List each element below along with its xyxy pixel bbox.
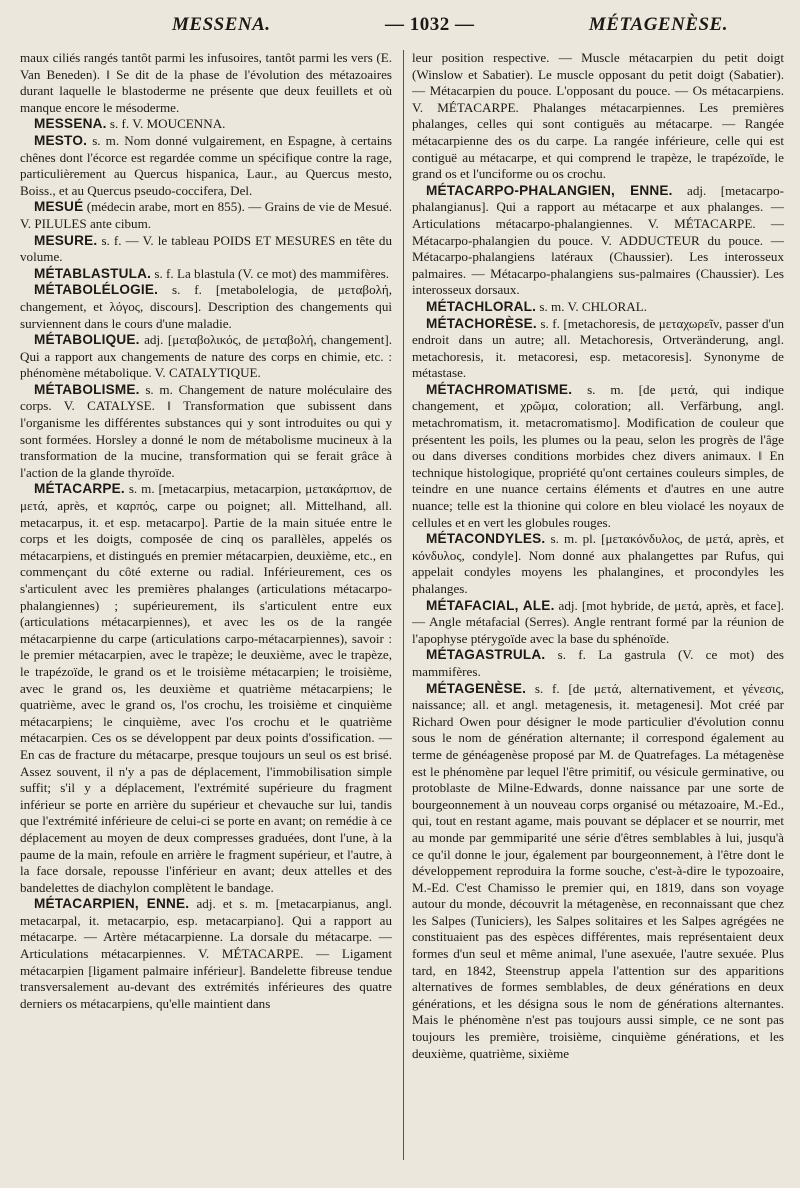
- entry-headword: MÉTACHLORAL.: [426, 298, 537, 314]
- entry-text: s. f. [de μετά, alternativement, et γένεσις, naissance; all. et angl. metagenesis, it. metagenesi]. Mot créé par Richard Owen pour désigner le mode particulier d'évolution connu sous le nom de génération alternante; il correspond également au terme de généagenèse proposé par M. de Quatrefages. La métagenèse est le phénomène par lequel l'être primitif, ou vésicule germinative, ou protoblaste de Milne-Edwards, donne naissance par une sorte de bourgeonnement à un nouveau corps organisé ou métazoaire, M.-Ed., qui, tout en restant agame, mais pouvant se déplacer et se nourrir, met au monde par gemmiparité une série d'êtres semblables à lui, jusqu'à ce qu'il donne le jour, également par bourgeonnement, à l'être dont le développement reproduira la forme souche, c'est-à-dire le typozoaire, M.-Ed. C'est Chamisso le premier qui, en 1819, dans son voyage autour du monde, découvrit la métagenèse, en reconnaissant que chez les Salpes (Tuniciers), les Salpes solitaires et les Salpes agrégées ne constituaient pas des espèces différentes, mais représentaient deux formes d'un seul et même animal, l'une asexuée, l'autre sexuée. Plus tard, en 1842, Steenstrup appela l'attention sur des apparitions alternatives de formes semblables, de deux générations en deux générations, et les désigna sous le nom de générations alternantes. Mais le phénomène n'est pas toujours aussi simple, ce ne sont pas toujours les première, troisième, cinquième générations, et les deuxième, quatrième, sixième: [412, 680, 784, 1061]
- dictionary-entry: [20, 199, 392, 232]
- entry-headword: MÉTABOLIQUE.: [34, 332, 140, 348]
- entry-text: maux ciliés rangés tantôt parmi les infusoires, tantôt parmi les vers (E. Van Beneden). ‖ Se dit de la phase de l'évolution des métazoaires durant laquelle le blastoderme ne présente que deux feuillets et où manque encore le mésoderme.: [20, 50, 392, 115]
- entry-text: adj. [μεταβολικός, de μεταβολή, changement]. Qui a rapport aux changements de nature des corps en chimie, etc. : phénomène métabolique. V. CATALYTIQUE.: [20, 332, 392, 381]
- entry-headword: MÉTABOLISME.: [34, 381, 140, 397]
- entry-text: (médecin arabe, mort en 855). — Grains de vie de Mesué. V. PILULES ante cibum.: [20, 199, 392, 231]
- dictionary-entry: [20, 266, 392, 283]
- entry-text: s. m. Nom donné vulgairement, en Espagne, à certains chênes dont l'écorce est regardée comme un spécifique contre la rage, particulièrement au Quercus hispanica, Laur., au Quercus mesto, Boiss., et au Quercus pseudo-coccifera, Del.: [20, 132, 392, 198]
- entry-headword: MÉTACARPO-PHALANGIEN, ENNE.: [426, 182, 673, 198]
- dictionary-entry: [412, 183, 784, 299]
- running-header: [20, 14, 784, 50]
- column-divider: [403, 50, 404, 1160]
- entry-headword: MÉTACHROMATISME.: [426, 381, 573, 397]
- entry-headword: MÉTAGENÈSE.: [426, 680, 527, 696]
- entry-headword: MÉTACARPE.: [34, 481, 125, 497]
- dictionary-entry: [20, 896, 392, 1012]
- entry-text: s. f. La gastrula (V. ce mot) des mammifères.: [412, 647, 784, 679]
- entry-text: s. f. [metachoresis, de μεταχωρεῖν, passer d'un endroit dans un autre; all. Metachoresis, Ortveränderung, angl. metachoresis, it. metacoresi, esp. metacoresis]. Synonyme de métastase.: [412, 315, 784, 381]
- entry-headword: MÉTAGASTRULA.: [426, 647, 546, 663]
- entry-headword: MÉTACARPIEN, ENNE.: [34, 896, 190, 912]
- entry-text: adj. et s. m. [metacarpianus, angl. metacarpal, it. metacarpio, esp. metacarpiano]. Qui a rapport au métacarpe. — Artère métacarpienne. La dorsale du métacarpe. — Articulations métacarpiennes. V. MÉTACARPE. — Ligament métacarpien [ligament palmaire inférieur]. Bandelette fibreuse tendue transversalement au-devant des extrémités inférieures des quatre derniers os métacarpiens, qu'elle maintient dans: [20, 896, 392, 1011]
- dictionary-entry: [20, 332, 392, 382]
- entry-text: s. m. [metacarpius, metacarpion, μετακάρπιον, de μετά, après, et καρπός, carpe ou poignet; all. Mittelhand, all. metacarpus, it. et esp. metacarpo]. Partie de la main située entre le corps et les doigts, composée de cinq os parallèles, appelés os métacarpiens, et distingués en premier métacarpien, deuxième, etc., en commençant du côté externe ou radial. Inférieurement, ces os s'articulent avec les premières phalanges (articulations métacarpo-phalangiennes) ; supérieurement, ils s'articulent entre eux (articulations métacarpiennes), et avec les os de la rangée métacarpienne du carpe (articulations carpo-métacarpiennes), savoir : le premier métacarpien, avec le trapèze; le deuxième, avec le trapèze, le trapézoïde, le grand os et le troisième métacarpien; le troisième, avec le grand os, les deuxième et quatrième métacarpiens; le quatrième, avec le grand os, l'os crochu, les troisième et cinquième métacarpiens; le cinquième, avec l'os crochu et le quatrième métacarpien. Ces os se développent par deux points d'ossification. — En cas de fracture du métacarpe, presque toujours un seul os est brisé. Assez souvent, il n'y a pas de déplacement, l'immobilisation simple suffit; s'il y a déplacement, l'extrémité supérieure du fragment inférieur se porte en arrière du supérieur et chevauche sur lui, tandis que l'extrémité inférieure de celui-ci se porte en avant; on remédie à ce déplacement au moyen de deux compresses graduées, dont l'une, à la paume de la main, refoule en arrière le fragment supérieur, et l'autre, à la face dorsale, repousse l'inférieur en avant; deux attelles et des bandelettes de diachylon complètent le bandage.: [20, 481, 392, 895]
- dictionary-entry: [412, 647, 784, 680]
- entry-headword: MÉTACHORÈSE.: [426, 315, 537, 331]
- dictionary-entry: [412, 598, 784, 648]
- entry-headword: MÉTABLASTULA.: [34, 265, 152, 281]
- entry-headword: MÉTAFACIAL, ALE.: [426, 597, 555, 613]
- dictionary-entry: [20, 481, 392, 896]
- header-left-word: MESSENA.: [172, 14, 271, 35]
- entry-text: leur position respective. — Muscle métacarpien du petit doigt (Winslow et Sabatier). Le muscle opposant du petit doigt (Sabatier). — Métacarpien du pouce. L'opposant du pouce. — Os métacarpiens. V. MÉTACARPE. Phalanges métacarpiennes. Les premières phalanges, celles qui sont contiguës au métacarpe. — Rangée métacarpienne des os du carpe. La rangée inférieure, celle qui est contiguë au métacarpe, et qui comprend le trapèze, le trapézoïde, le grand os et l'unciforme ou os crochu.: [412, 50, 784, 182]
- entry-headword: MESUÉ: [34, 199, 84, 215]
- dictionary-entry: [20, 133, 392, 199]
- header-right-word: MÉTAGENÈSE.: [588, 14, 728, 35]
- entry-text: s. f. La blastula (V. ce mot) des mammifères.: [151, 265, 390, 281]
- entry-headword: MESURE.: [34, 232, 98, 248]
- entry-headword: MÉTABOLÉLOGIE.: [34, 282, 159, 298]
- entry-text: s. m. pl. [μετακόνδυλος, de μετά, après, et κόνδυλος, condyle]. Nom donné aux phalangettes par Rufus, qui appelait condyles moyens les phalangines, et procondyles les phalanges.: [412, 531, 784, 596]
- entry-text: s. m. V. CHLORAL.: [536, 298, 647, 314]
- two-column-body: [20, 50, 784, 1062]
- dictionary-entry: [20, 233, 392, 266]
- dictionary-entry: [412, 531, 784, 597]
- dictionary-entry: [20, 382, 392, 482]
- dictionary-entry: [20, 116, 392, 133]
- dictionary-entry: [20, 282, 392, 332]
- entry-text: s. f. V. MOUCENNA.: [106, 116, 226, 132]
- entry-headword: MÉTACONDYLES.: [426, 531, 546, 547]
- dictionary-entry: [412, 681, 784, 1063]
- dictionary-entry: [412, 382, 784, 531]
- dictionary-entry: [412, 316, 784, 382]
- page-number: — 1032 —: [384, 14, 475, 35]
- right-column: [402, 50, 784, 1062]
- left-column: [20, 50, 402, 1062]
- entry-text: s. f. [metabolelogia, de μεταβολή, changement, et λόγος, discours]. Description des changements qui surviennent dans le cours d'une maladie.: [20, 282, 392, 331]
- entry-continuation: [412, 50, 784, 183]
- dictionary-entry: [412, 299, 784, 316]
- entry-text: s. m. [de μετά, qui indique changement, et χρῶμα, coloration; all. Verfärbung, angl. metachromatism, it. metacromatismo]. Modification de couleur que présentent les poils, les plumes ou la peau, selon les progrès de l'âge ou dans diverses conditions morbides chez divers animaux. ‖ En technique histologique, propriété qu'ont certaines couleurs simples, de teindre en une nuance certains éléments et d'autres en une autre nuance; telle est la thionine qui colore en bleu violacé les noyaux de cellules et en vert les globules rouges.: [412, 381, 784, 530]
- entry-text: s. m. Changement de nature moléculaire des corps. V. CATALYSE. ‖ Transformation que subissent dans l'organisme les différentes substances qui y sont introduites ou qui y sont formées. Horsley a donné le nom de métabolisme mucineux à la transformation de la mucine, transformation qui se ferait grâce à l'action de la glande thyroïde.: [20, 381, 392, 480]
- entry-continuation: [20, 50, 392, 116]
- entry-text: adj. [metacarpo-phalangianus]. Qui a rapport au métacarpe et aux phalanges. — Articulations métacarpo-phalangiennes. V. MÉTACARPE. — Métacarpo-phalangien du pouce. V. ADDUCTEUR du pouce. — Métacarpo-phalangiens latéraux (Chaussier). Les interosseux palmaires. — Métacarpo-phalangiens sus-palmaires (Chaussier). Les interosseux dorsaux.: [412, 182, 784, 298]
- entry-text: adj. [mot hybride, de μετά, après, et face]. — Angle métafacial (Serres). Angle rentrant formé par la réunion de l'apophyse ptérygoïde avec la base du sphénoïde.: [412, 597, 784, 646]
- entry-text: s. f. — V. le tableau POIDS ET MESURES en tête du volume.: [20, 232, 392, 265]
- entry-headword: MESTO.: [34, 132, 88, 148]
- entry-headword: MESSENA.: [34, 116, 107, 132]
